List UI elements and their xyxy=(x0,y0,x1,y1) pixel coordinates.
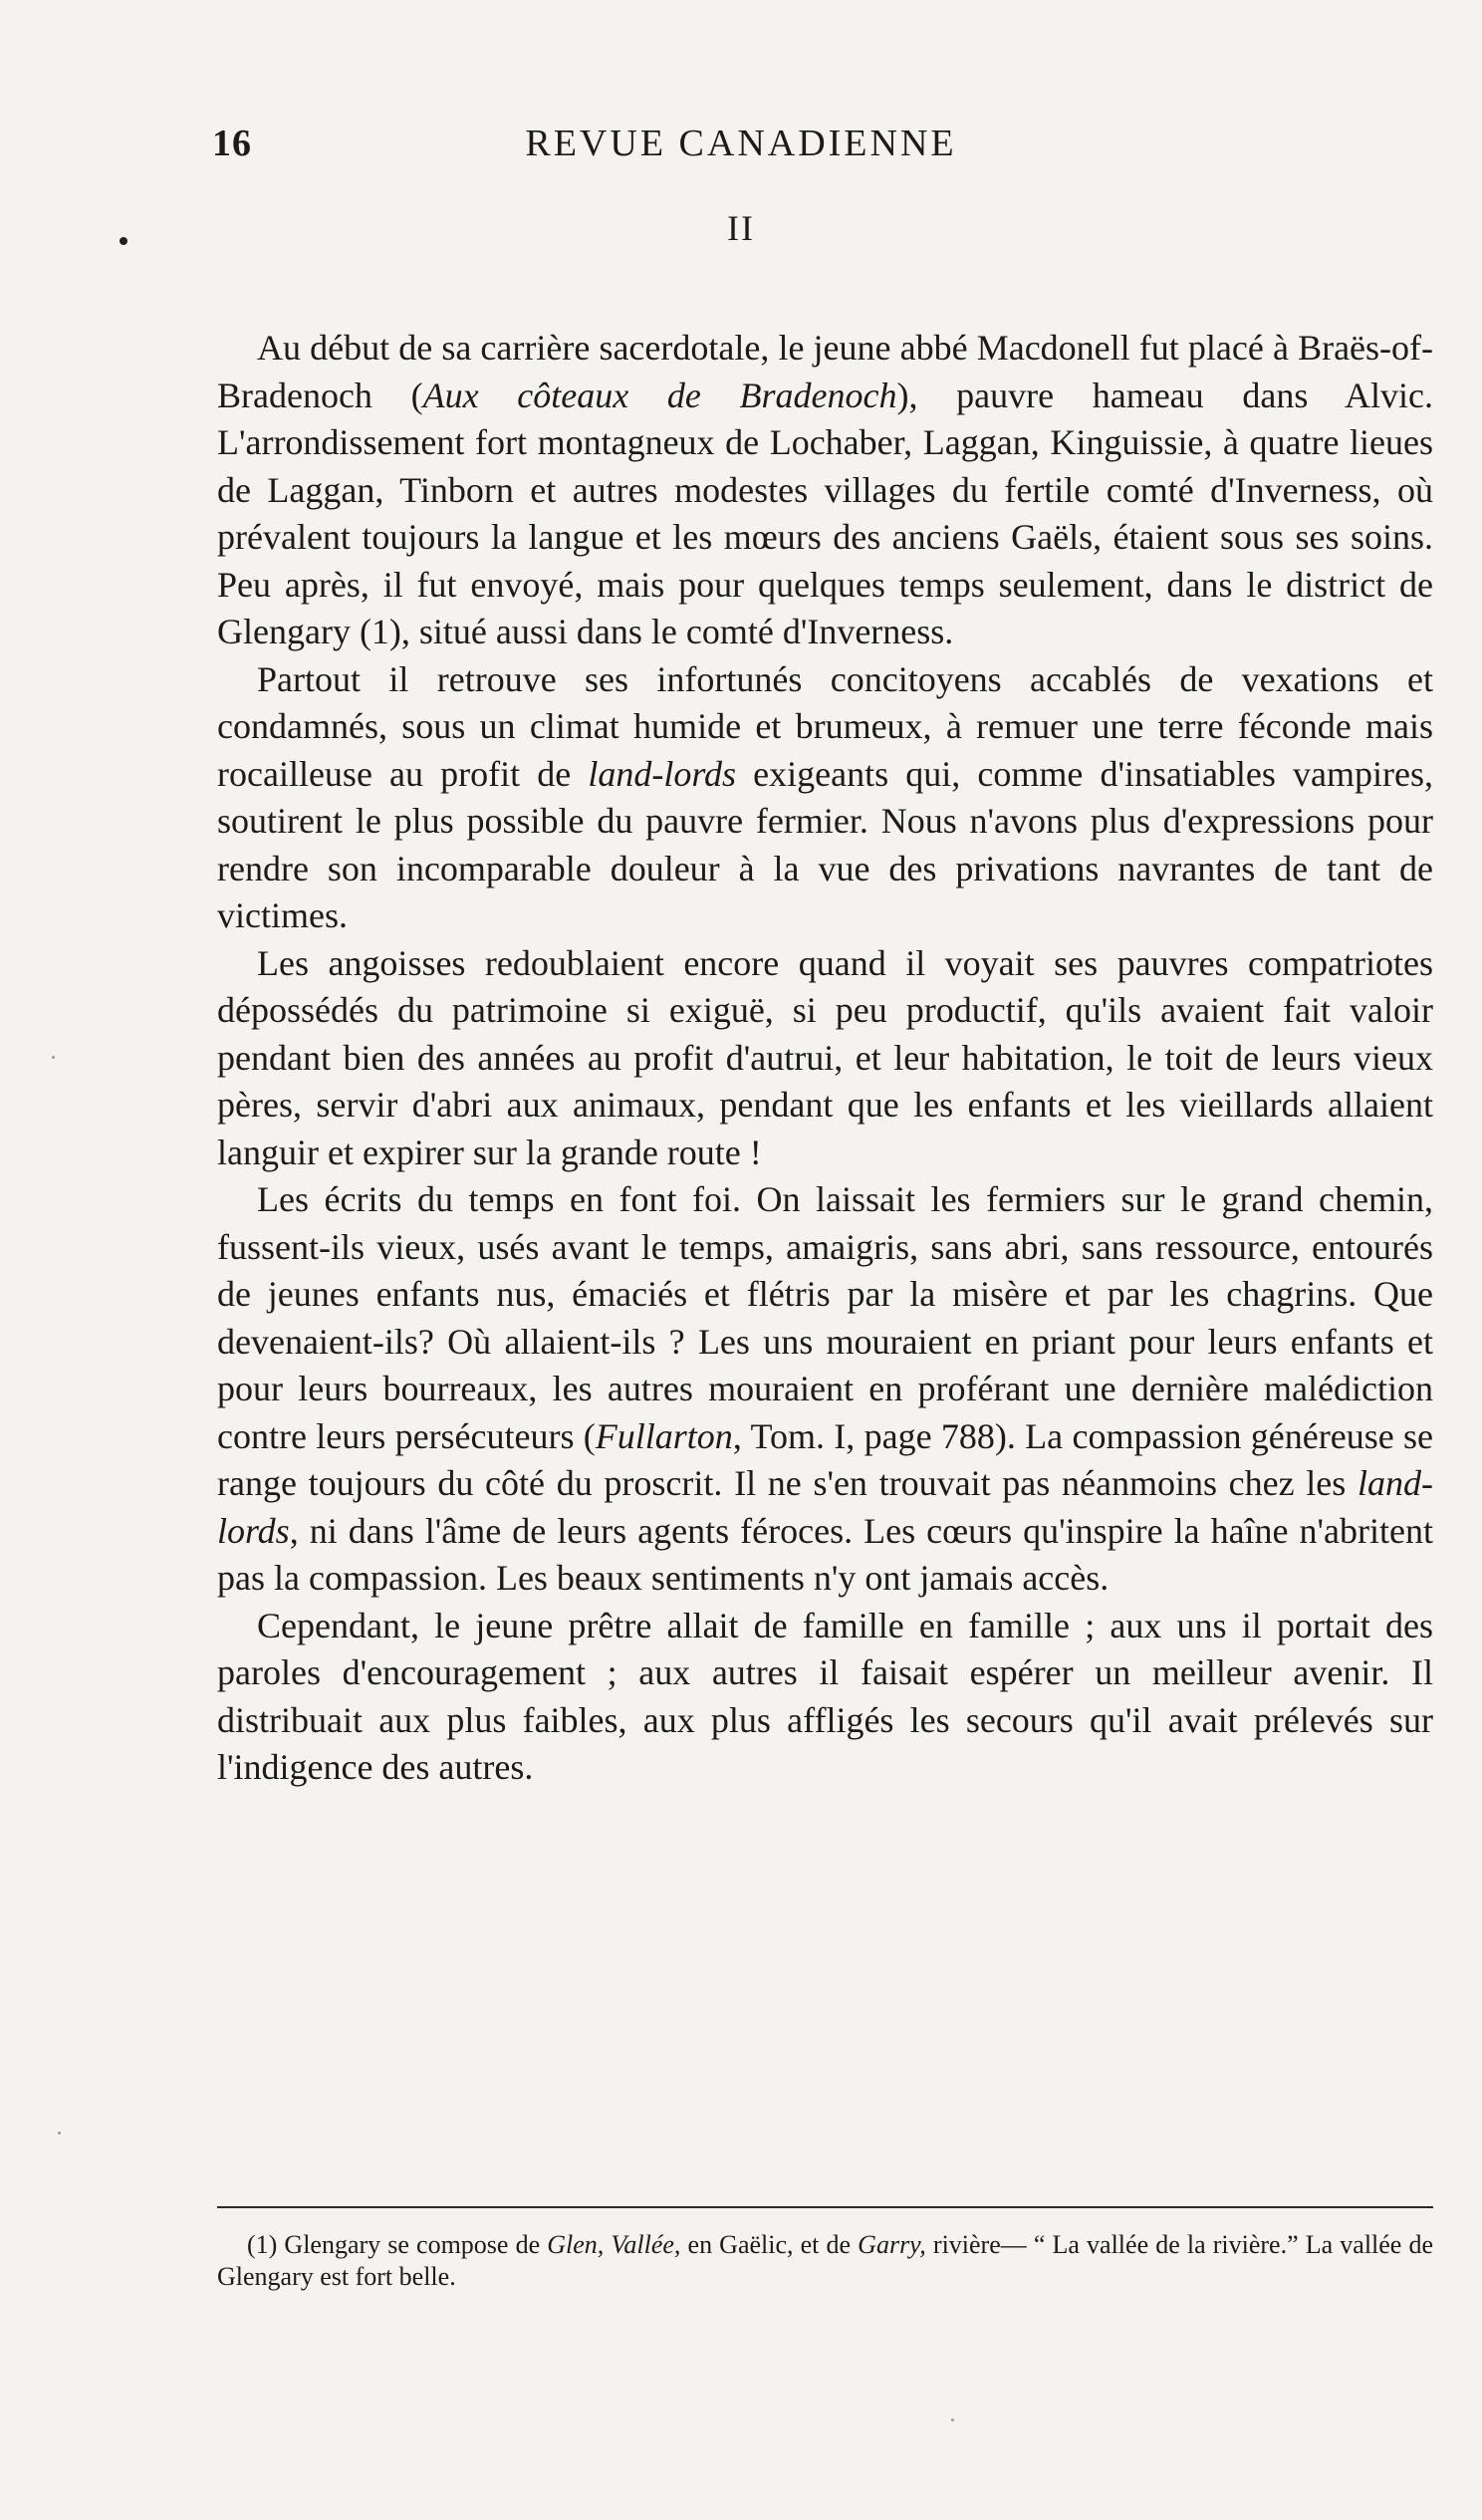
footnote xyxy=(217,2229,1433,2293)
paper-speck xyxy=(951,2418,954,2421)
paper-speck xyxy=(58,2132,61,2135)
place-name-italic: Aux côteaux de Bradenoch xyxy=(422,375,897,415)
footnote-text-c: en Gaëlic, et de xyxy=(680,2230,859,2259)
paragraph-4-text-a: Les écrits du temps en font foi. On laissait les fermiers sur le grand chemin, fussent-ils vieux, usés avant le temps, amaigris, sans abri, sans ressource, entourés de jeunes enfants nus, émaciés et flétris par la misère et par les chagrins. Que devenaient-ils? Où allaient-ils ? Les uns mouraient en priant pour leurs enfants et pour leurs bourreaux, les autres mouraient en proférant une dernière malédiction contre leurs persécuteurs ( xyxy=(217,1179,1433,1456)
running-title: REVUE CANADIENNE xyxy=(525,123,957,164)
paragraph-1-text-c: ), pauvre hameau dans Alvic. L'arrondissement fort montagneux de Lochaber, Laggan, Kinguissie, à quatre lieues de Laggan, Tinborn et autres modestes villages du fertile comté d'Inverness, où prévalent toujours la langue et les mœurs des anciens Gaëls, étaient sous ses soins. Peu après, il fut envoyé, mais pour quelques temps seulement, dans le district de Glengary (1), situé aussi dans le comté d'Inverness. xyxy=(217,375,1433,651)
paragraph-5: Cependant, le jeune prêtre allait de famille en famille ; aux uns il portait des paroles d'encouragement ; aux autres il faisait espérer un meilleur avenir. Il distribuait aux plus faibles, aux plus affligés les secours qu'il avait prélevés sur l'indigence des autres. xyxy=(217,1605,1433,1787)
paragraph-4-text-e: , ni dans l'âme de leurs agents féroces. Les cœurs qu'inspire la haîne n'abritent pas la compassion. Les beaux sentiments n'y ont jamais accès. xyxy=(217,1510,1433,1598)
footnote-garry-italic: Garry, xyxy=(858,2230,926,2259)
footnote-text xyxy=(217,2229,1433,2293)
footnote-text-a: (1) Glengary se compose de xyxy=(247,2230,548,2259)
paragraph-4 xyxy=(217,1176,1433,1603)
paper-speck xyxy=(52,1056,55,1059)
paragraph-2-text-a: Partout il retrouve ses infortunés concitoyens accablés de vexations et condamnés, sous un climat humide et brumeux, à remuer une terre féconde mais rocailleuse au profit de xyxy=(217,658,1433,794)
section-number: II xyxy=(727,208,755,248)
paragraph-2-text-c: exigeants qui, comme d'insatiables vampires, soutirent le plus possible du pauvre fermier. Nous n'avons plus d'expressions pour rendre son incomparable douleur à la vue des privations navrantes de tant de victimes. xyxy=(217,753,1433,935)
fullarton-italic: Fullarton xyxy=(595,1415,733,1456)
page-number: 16 xyxy=(212,123,252,164)
paragraph-4-text-c: , Tom. I, page 788). La compassion généreuse se range toujours du côté du proscrit. Il ne s'en trouvait pas néanmoins chez les xyxy=(217,1415,1433,1503)
paragraph-3: Les angoisses redoublaient encore quand il voyait ses pauvres compatriotes dépossédés du patrimoine si exiguë, si peu productif, qu'ils avaient fait valoir pendant bien des années au profit d'autrui, et leur habitation, le toit de leurs vieux pères, servir d'abri aux animaux, pendant que les enfants et les vieillards allaient languir et expirer sur la grande route ! xyxy=(217,942,1433,1172)
footnote-text-e: rivière— “ La vallée de la rivière.” La vallée de Glengary est fort belle. xyxy=(217,2230,1433,2291)
land-lords-italic: land-lords xyxy=(588,753,737,794)
ink-dot xyxy=(120,237,127,245)
footnote-glen-italic: Glen, Vallée, xyxy=(547,2230,681,2259)
land-lords-italic-2: land-lords xyxy=(217,1463,1433,1551)
paragraph-1 xyxy=(217,325,1433,656)
footnote-rule xyxy=(217,2206,1433,2208)
body-text xyxy=(217,325,1433,1792)
paragraph-2 xyxy=(217,656,1433,940)
paragraph-1-text-a: Au début de sa carrière sacerdotale, le jeune abbé Macdonell fut placé à Braës-of-Bradenoch ( xyxy=(217,328,1433,415)
